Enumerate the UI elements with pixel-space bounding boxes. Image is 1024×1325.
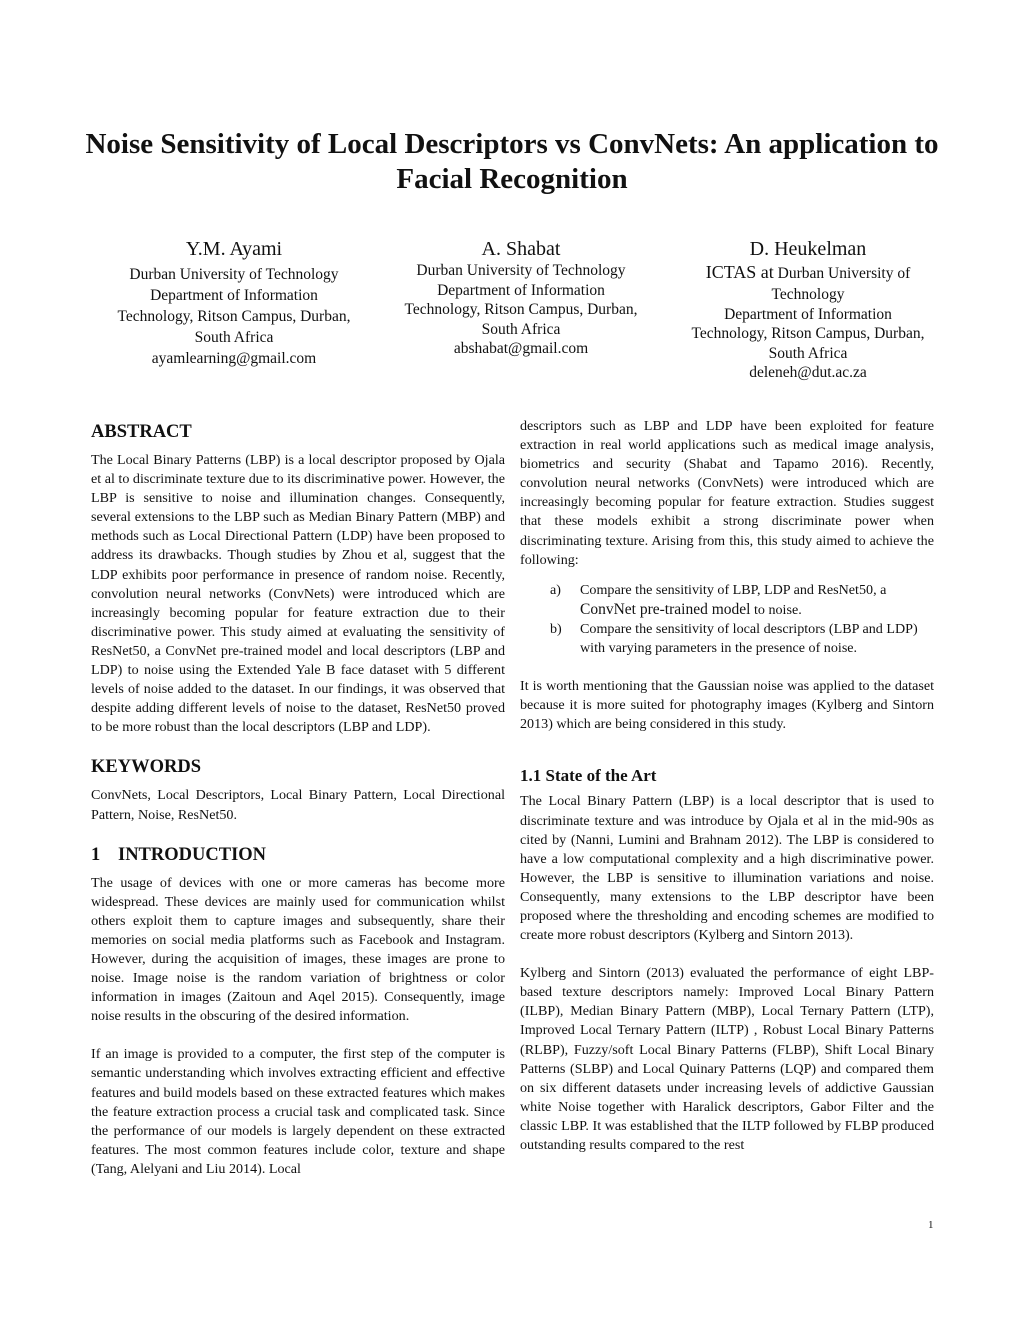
keywords-text: ConvNets, Local Descriptors, Local Binary Pattern, Local Directional Pattern, Noise, ResNet50. — [91, 787, 505, 823]
author-affiliation: Technology, Ritson Campus, Durban, — [117, 308, 351, 325]
introduction-heading — [91, 843, 505, 867]
right-column — [520, 417, 934, 1155]
list-item — [550, 620, 934, 658]
list-item-text: Compare the sensitivity of local descriptors (LBP and LDP) with varying parameters in the presence of noise. — [580, 620, 918, 657]
author-block-2 — [387, 237, 655, 359]
state-of-art-paragraph-2: Kylberg and Sintorn (2013) evaluated the performance of eight LBP-based texture descriptors namely: Improved Local Binary Pattern (ILBP), Median Binary Pattern (MBP), Local Ternary Pattern (LTP), Improved Local Ternary Pattern (ILTP) , Robust Local Binary Patterns (RLBP), Fuzzy/soft Local Binary Patterns (FLBP), Shift Local Binary Patterns (SLBP) and Local Quinary Patterns (LQP) and compared them on six different datasets under increasing levels of addictive Gaussian white Noise together with Haralick descriptors, Gabor Filter and the classic LBP. It was established that the ILTP followed by FLBP produced outstanding results compared to the rest — [520, 965, 934, 1153]
author-affiliation: Technology — [771, 286, 845, 303]
author-affiliation: South Africa — [768, 344, 848, 362]
objectives-list — [520, 581, 934, 658]
author-email: deleneh@dut.ac.za — [749, 364, 867, 381]
author-affiliation: Technology, Ritson Campus, Durban, — [404, 301, 638, 318]
author-email: abshabat@gmail.com — [453, 340, 589, 357]
author-affiliation-line — [674, 261, 942, 285]
intro-paragraph-1: The usage of devices with one or more cameras has become more widespread. These devices are mainly used for communication whilst others exploit them to capture images and subsequently, share their memories on social media platforms such as Facebook and Instagram. However, during the acquisition of images, these images are prone to noise. Image noise is the random variation of brightness or color information in images (Zaitoun and Aqel 2015). Consequently, image noise results in the obscuring of the desired information. — [91, 874, 505, 1025]
abstract-heading: ABSTRACT — [91, 422, 192, 442]
author-affiliation: Technology, Ritson Campus, Durban, — [691, 325, 925, 342]
author-prefix: ICTAS at — [705, 262, 774, 282]
author-affiliation: Department of Information — [150, 287, 318, 304]
list-text-part: to noise. — [750, 601, 802, 618]
abstract-text: The Local Binary Patterns (LBP) is a local descriptor proposed by Ojala et al to discriminate texture due to its discriminative power. However, the LBP is sensitive to noise and illumination changes. Consequently, several extensions to the LBP such as Median Binary Pattern (MBP) and methods such as Local Directional Pattern (LDP) have been proposed to address its drawbacks. Though studies by Zhou et al, suggest that the LDP exhibits poor performance in presence of random noise. Recently, convolution neural networks (ConvNets) were introduced which are increasingly becoming popular for feature extraction due to their discriminative power. This study aimed at evaluating the sensitivity of ResNet50, a ConvNet pre-trained model and local descriptors (LBP and LDP) to noise using the Extended Yale B face dataset with 5 different levels of noise added to the dataset. In our findings, it was observed that despite adding different levels of noise to the dataset, ResNet50 proved to be more robust than the local descriptors (LBP and LDP). — [91, 452, 505, 736]
list-item-text — [580, 581, 934, 620]
page-number: 1 — [928, 1219, 934, 1231]
author-affiliation: Department of Information — [724, 305, 892, 323]
author-email: ayamlearning@gmail.com — [151, 350, 317, 367]
author-block-3 — [674, 237, 942, 383]
author-affiliation: South Africa — [481, 320, 561, 338]
author-block-1 — [100, 237, 368, 369]
section-number: 1 — [91, 844, 101, 865]
list-marker: a) — [550, 581, 561, 598]
state-of-art-paragraph-1: The Local Binary Pattern (LBP) is a local descriptor that is used to discriminate texture and was introduce by Ojala et al in the mid-90s as cited by (Nanni, Lumini and Brahnam 2012). The LBP is considered to have a low computational complexity and a high discriminative power. However, the LBP is sensitive to illumination variations and noise. Consequently, many extensions to the LBP descriptor have been proposed where the thresholding and encoding schemes are modified to create more robust descriptors (Kylberg and Sintorn 2013). — [520, 793, 934, 944]
author-name: Y.M. Ayami — [185, 238, 283, 260]
left-column — [91, 418, 505, 1179]
intro-paragraph-2: If an image is provided to a computer, the first step of the computer is semantic understanding which involves extracting efficient and effective features and build models based on these extracted features which makes the feature extraction process a crucial task and complicated task. Since the performance of our models is largely dependent on these extracted features. The most common features include color, texture and shape (Tang, Alelyani and Liu 2014). Local — [91, 1046, 505, 1177]
list-text-part: Compare the sensitivity of LBP, LDP and ResNet50, a — [580, 581, 887, 598]
intro-paragraph-4: It is worth mentioning that the Gaussian noise was applied to the dataset because it is more suited for photography images (Kylberg and Sintorn 2013) which are being considered in this study. — [520, 678, 934, 733]
author-name: D. Heukelman — [749, 238, 867, 260]
author-affiliation: Durban University of Technology — [129, 266, 339, 283]
author-affiliation: Durban University of Technology — [416, 262, 626, 279]
author-affiliation: South Africa — [194, 329, 274, 346]
state-of-art-heading: 1.1 State of the Art — [520, 766, 657, 786]
list-item — [550, 581, 934, 620]
list-marker: b) — [550, 620, 562, 637]
paper-title: Noise Sensitivity of Local Descriptors vs ConvNets: An application to Facial Recognition — [85, 128, 939, 195]
section-title: INTRODUCTION — [118, 844, 267, 865]
intro-paragraph-3: descriptors such as LBP and LDP have been exploited for feature extraction in real world applications such as medical image analysis, biometrics and security (Shabat and Tapamo 2016). Recently, convolution neural networks (ConvNets) were introduced which are increasingly becoming popular for feature extraction. Studies suggest that these models exhibit a strong discriminate power when discriminating texture. Arising from this, this study aimed to achieve the following: — [520, 418, 934, 568]
author-name: A. Shabat — [481, 238, 561, 260]
list-text-part: ConvNet pre-trained model — [580, 600, 751, 618]
author-affiliation: Department of Information — [437, 281, 605, 299]
author-affiliation: Durban University of — [777, 265, 911, 282]
keywords-heading: KEYWORDS — [91, 757, 201, 778]
